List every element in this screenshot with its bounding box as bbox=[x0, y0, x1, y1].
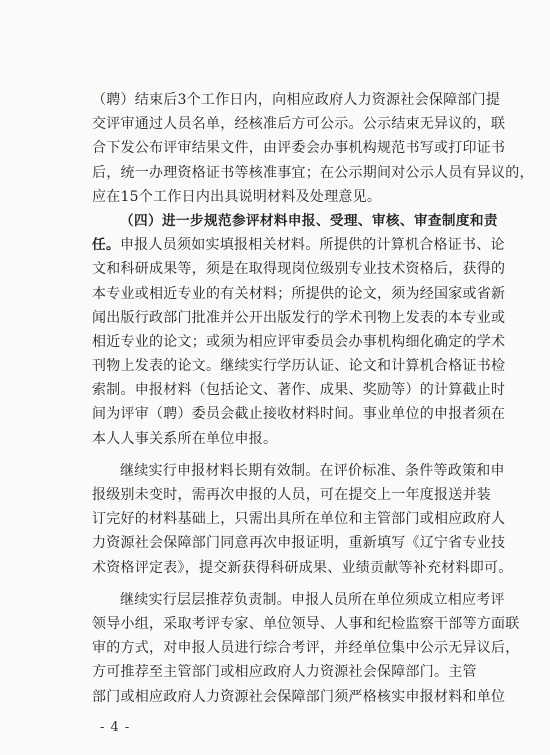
text-line: 后，统一办理资格证书等核准事宜；在公示期间对公示人员有异议的， bbox=[92, 164, 534, 181]
paragraph-recommendation bbox=[92, 588, 520, 709]
text-line: 闻出版行政部门批准并公开出版发行的学术刊物上发表的本专业或 bbox=[92, 309, 506, 326]
text-line: 应在15个工作日内出具说明材料及处理意见。 bbox=[92, 188, 382, 205]
text-line: 继续实行申报材料长期有效制。在评价标准、条件等政策和申 bbox=[120, 462, 505, 479]
text-line: 领导小组，采取考评专家、单位领导、人事和纪检监察干部等方面联 bbox=[92, 615, 520, 632]
text-line: 相近专业的论文；或须为相应评审委员会办事机构细化确定的学术 bbox=[92, 333, 506, 350]
text-line bbox=[92, 233, 505, 257]
paragraph-gap bbox=[92, 580, 490, 588]
paragraph-gap bbox=[92, 451, 490, 459]
text-line-part: 申报人员须如实填报相关材料。所提供的计算机合格证书、论 bbox=[120, 237, 505, 254]
section-heading-cont: 任。 bbox=[92, 237, 120, 254]
text-line: 刊物上发表的论文。继续实行学历认证、论文和计算机合格证书检 bbox=[92, 358, 506, 375]
text-line: 报级别未变时，需再次申报的人员，可在提交上一年度报送并装 bbox=[92, 487, 491, 503]
text-line: 方可推荐至主管部门或相应政府人力资源社会保障部门。主管 bbox=[92, 664, 477, 681]
paragraph-long-term-validity bbox=[92, 459, 513, 580]
text-line: 订完好的材料基础上，只需出具所在单位和主管部门或相应政府人 bbox=[92, 511, 506, 528]
text-line: 审的方式，对申报人员进行综合考评，并经单位集中公示无异议后， bbox=[92, 640, 520, 657]
text-line: 本人人事关系所在单位申报。 bbox=[92, 430, 278, 447]
text-line: 部门或相应政府人力资源社会保障部门须严格核实申报材料和单位 bbox=[92, 688, 506, 705]
text-line: 交评审通过人员名单，经核准后方可公示。公示结束无异议的，联 bbox=[92, 116, 506, 133]
paragraph-publicity bbox=[92, 88, 534, 209]
text-line: 索制。申报材料（包括论文、著作、成果、奖励等）的计算截止时 bbox=[92, 382, 506, 399]
text-line: （聘）结束后3个工作日内，向相应政府人力资源社会保障部门提 bbox=[92, 92, 501, 108]
text-line: 继续实行层层推荐负责制。申报人员所在单位须成立相应考评 bbox=[120, 591, 505, 608]
section-heading: （四）进一步规范参评材料申报、受理、审核、审查制度和责 bbox=[120, 212, 498, 229]
paragraph-materials bbox=[92, 209, 506, 451]
text-line: 本专业或相近专业的有关材料；所提供的论文，须为经国家或省新 bbox=[92, 285, 506, 302]
text-line: 力资源社会保障部门同意再次申报证明，重新填写《辽宁省专业技 bbox=[92, 535, 506, 552]
text-line: 文和科研成果等，须是在取得现岗位级别专业技术资格后，获得的 bbox=[92, 261, 506, 278]
text-line: 间为评审（聘）委员会截止接收材料时间。事业单位的申报者须在 bbox=[92, 406, 506, 423]
text-line: 合下发公布评审结果文件，由评委会办事机构规范书写或打印证书 bbox=[92, 140, 506, 157]
page-number: - 4 - bbox=[100, 720, 131, 735]
text-line: 术资格评定表》，提交新获得科研成果、业绩贡献等补充材料即可。 bbox=[92, 559, 513, 576]
